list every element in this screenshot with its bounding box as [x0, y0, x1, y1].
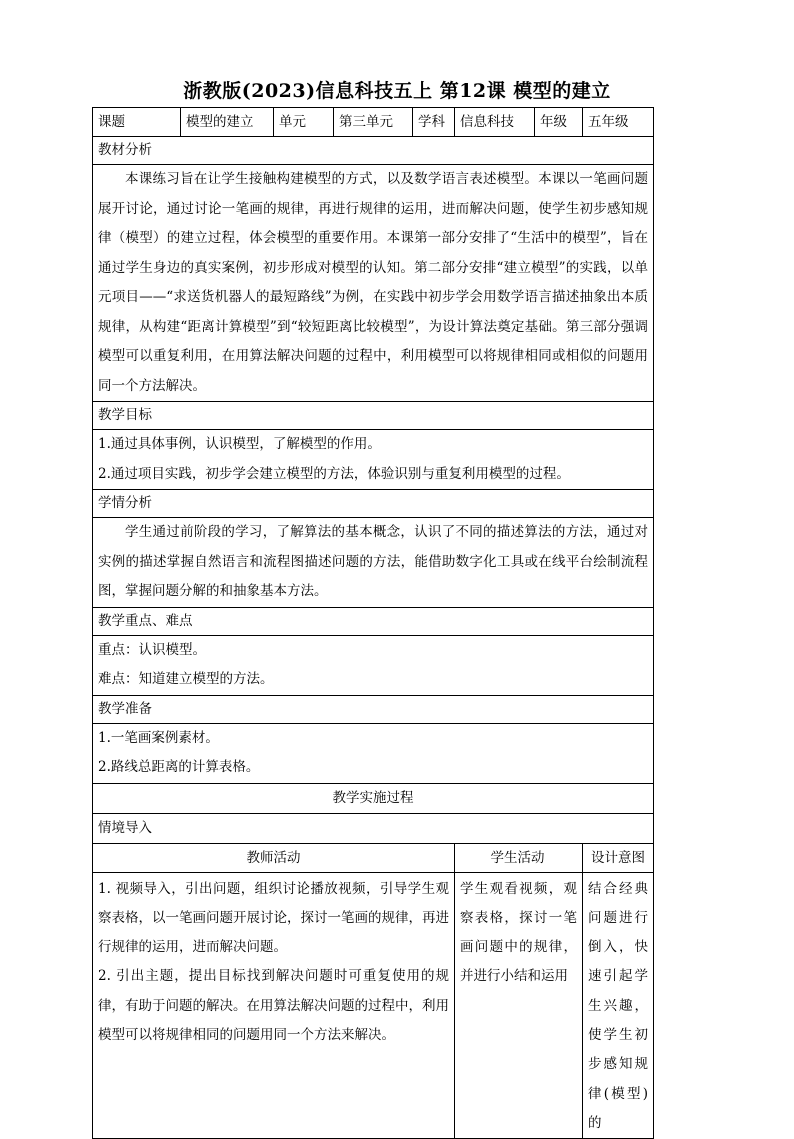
preparation-heading: 教学准备 — [93, 695, 654, 723]
goals-heading: 教学目标 — [93, 402, 654, 430]
goals-list — [93, 430, 654, 490]
difficulty-point: 难点：知道建立模型的方法。 — [98, 671, 274, 687]
stage-heading: 情境导入 — [93, 813, 654, 843]
analysis-heading: 教材分析 — [93, 137, 654, 165]
grade-value: 五年级 — [583, 108, 654, 137]
teacher-activity-2: 2. 引出主题，提出目标找到解决问题时可重复使用的规律，有助于问题的解决。在用算法解决问题的过程中，利用模型可以将规律相同的问题用同一个方法来解决。 — [98, 968, 449, 1043]
goal-item: 2.通过项目实践，初步学会建立模型的方法，体验识别与重复利用模型的过程。 — [98, 465, 570, 482]
course-label: 课题 — [93, 108, 181, 137]
course-value: 模型的建立 — [181, 108, 274, 137]
unit-label: 单元 — [274, 108, 334, 137]
focus-point: 重点：认识模型。 — [98, 641, 206, 658]
process-heading: 教学实施过程 — [93, 783, 654, 813]
subject-value: 信息科技 — [455, 108, 535, 137]
preparation-item: 2.路线总距离的计算表格。 — [98, 759, 260, 775]
meta-row — [93, 108, 654, 137]
key-points-body — [93, 635, 654, 695]
preparation-item: 1.一笔画案例素材。 — [98, 729, 219, 746]
teacher-activity-1: 1. 视频导入，引出问题，组织讨论播放视频，引导学生观察表格，以一笔画问题开展讨论，探讨一笔画的规律，再进行规律的运用，进而解决问题。 — [98, 880, 449, 956]
grade-label: 年级 — [535, 108, 583, 137]
student-activity-header: 学生活动 — [455, 843, 583, 872]
student-activity-cell: 学生观看视频，观察表格，探讨一笔画问题中的规律，并进行小结和运用 — [455, 872, 583, 1139]
subject-label: 学科 — [413, 108, 455, 137]
design-intent-header: 设计意图 — [583, 843, 654, 872]
learners-text: 学生通过前阶段的学习，了解算法的基本概念，认识了不同的描述算法的方法，通过对实例的描述掌握自然语言和流程图描述问题的方法，能借助数字化工具或在线平台绘制流程图，掌握问题分解的和抽象基本方法。 — [93, 518, 654, 608]
teacher-activity-header: 教师活动 — [93, 843, 455, 872]
teacher-activity-cell — [93, 872, 455, 1139]
goal-item: 1.通过具体事例，认识模型，了解模型的作用。 — [98, 436, 381, 452]
preparation-list — [93, 723, 654, 783]
key-points-heading: 教学重点、难点 — [93, 607, 654, 635]
design-intent-cell: 结合经典问题进行倒入，快速引起学生兴趣，使学生初步感知规律(模型)的 — [583, 872, 654, 1139]
analysis-text: 本课练习旨在让学生接触构建模型的方式，以及数学语言表述模型。本课以一笔画问题展开讨论，通过讨论一笔画的规律，再进行规律的运用，进而解决问题，使学生初步感知规律（模型）的建立过程，体会模型的重要作用。本课第一部分安排了“生活中的模型”，旨在通过学生身边的真实案例，初步形成对模型的认知。第二部分安排“建立模型”的实践，以单元项目——“求送货机器人的最短路线”为例，在实践中初步学会用数学语言描述抽象出本质规律，从构建“距离计算模型”到“较短距离比较模型”，为设计算法奠定基础。第三部分强调模型可以重复利用，在用算法解决问题的过程中，利用模型可以将规律相同或相似的问题用同一个方法解决。 — [93, 165, 654, 402]
unit-value: 第三单元 — [334, 108, 413, 137]
lesson-plan-table — [92, 107, 654, 1139]
learners-heading: 学情分析 — [93, 490, 654, 518]
document-title: 浙教版(2023)信息科技五上 第12课 模型的建立 — [183, 80, 611, 102]
